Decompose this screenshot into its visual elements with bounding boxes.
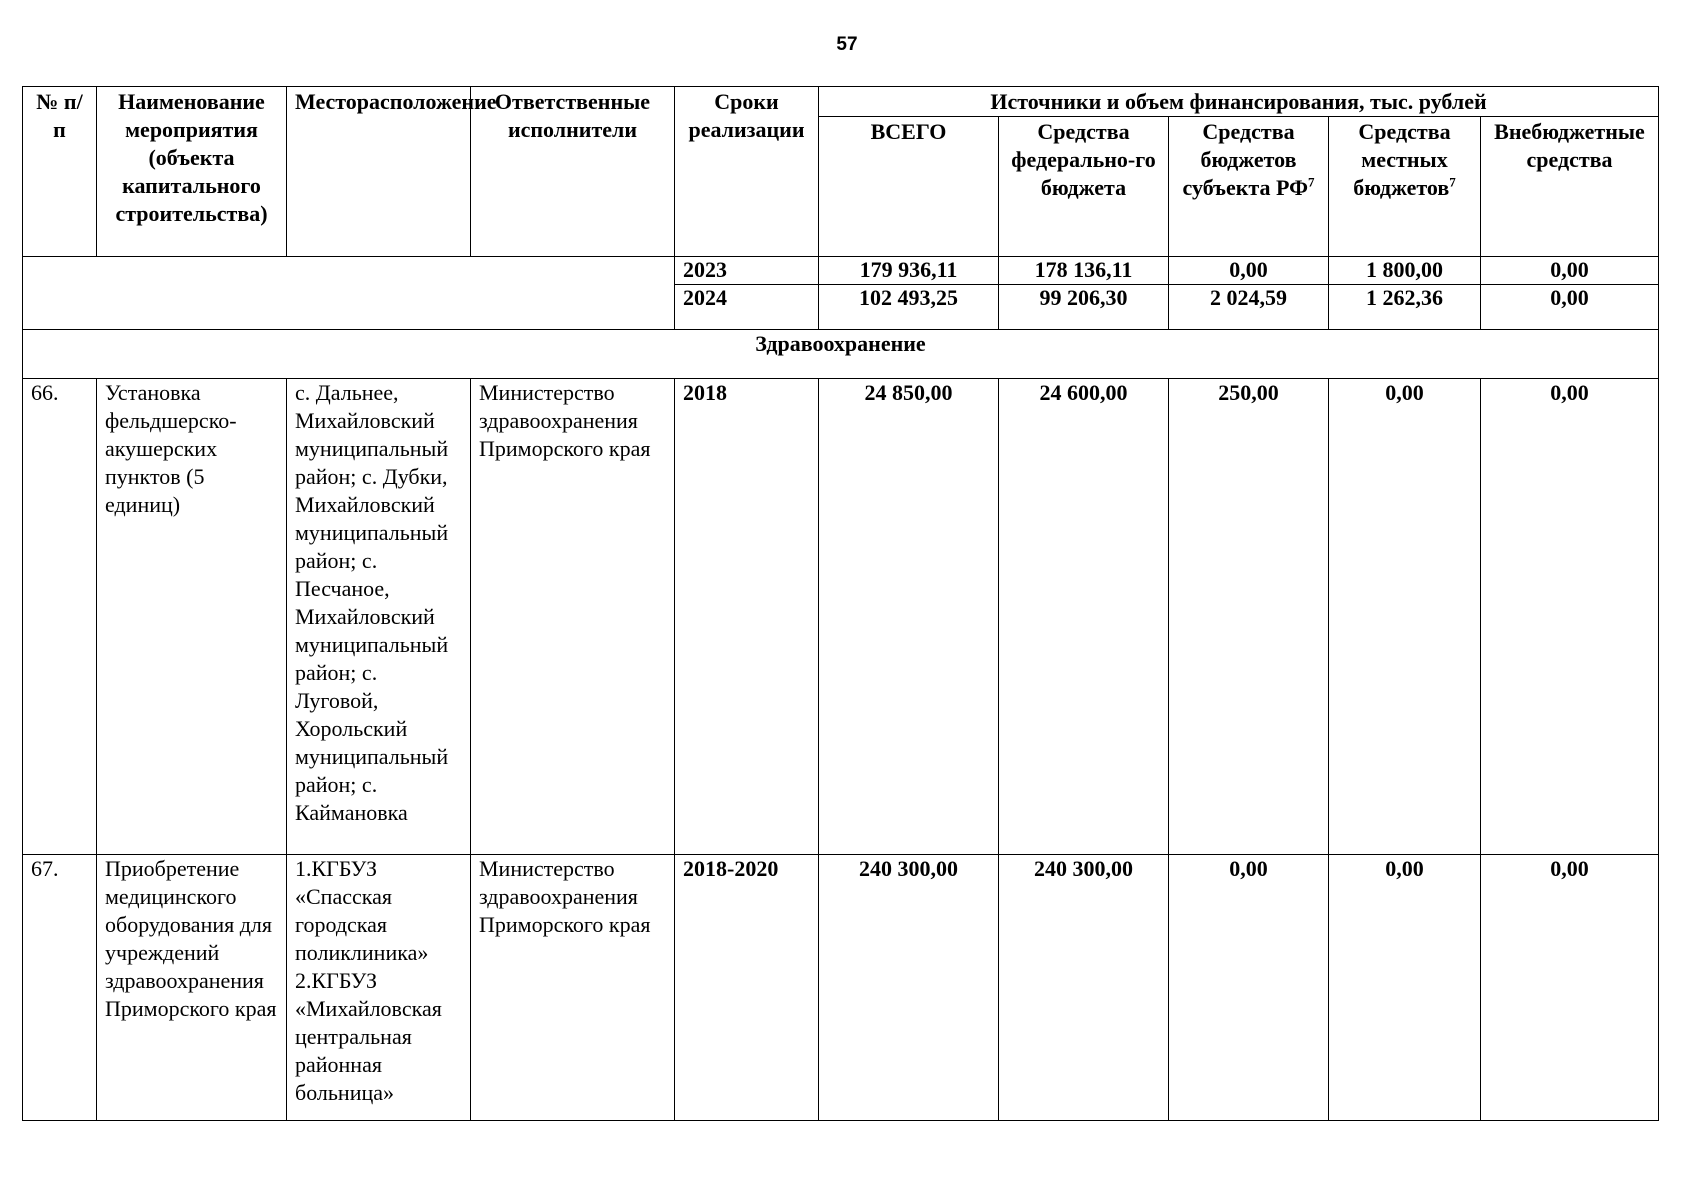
- header-subject-label: Средства бюджетов субъекта РФ: [1182, 119, 1308, 200]
- item-name: Установка фельдшерско-акушерских пунктов (5 единиц): [97, 379, 287, 855]
- summary-year: 2023: [675, 257, 819, 285]
- section-title: Здравоохранение: [23, 330, 1659, 379]
- item-subject: 0,00: [1169, 855, 1329, 1121]
- header-location: Месторасположение: [287, 87, 471, 257]
- item-local: 0,00: [1329, 855, 1481, 1121]
- header-executors: Ответственные исполнители: [471, 87, 675, 257]
- header-no: № п/п: [23, 87, 97, 257]
- item-name: Приобретение медицинского оборудования для учреждений здравоохранения Приморского края: [97, 855, 287, 1121]
- header-total: ВСЕГО: [819, 117, 999, 257]
- summary-federal: 178 136,11: [999, 257, 1169, 285]
- summary-local: 1 262,36: [1329, 285, 1481, 330]
- item-executor: Министерство здравоохранения Приморского края: [471, 379, 675, 855]
- summary-total: 179 936,11: [819, 257, 999, 285]
- summary-total: 102 493,25: [819, 285, 999, 330]
- summary-blank-cell: [23, 257, 675, 330]
- item-term: 2018: [675, 379, 819, 855]
- item-local: 0,00: [1329, 379, 1481, 855]
- item-total: 24 850,00: [819, 379, 999, 855]
- summary-local: 1 800,00: [1329, 257, 1481, 285]
- header-federal: Средства федерально-го бюджета: [999, 117, 1169, 257]
- item-subject: 250,00: [1169, 379, 1329, 855]
- item-federal: 24 600,00: [999, 379, 1169, 855]
- page-number: 57: [836, 34, 858, 55]
- funding-table: [22, 86, 1659, 1121]
- header-funding-group: Источники и объем финансирования, тыс. рублей: [819, 87, 1659, 117]
- header-local: [1329, 117, 1481, 257]
- item-extra: 0,00: [1481, 855, 1659, 1121]
- header-terms: Сроки реализации: [675, 87, 819, 257]
- table-row: [23, 855, 1659, 1121]
- item-executor: Министерство здравоохранения Приморского края: [471, 855, 675, 1121]
- summary-subject: 0,00: [1169, 257, 1329, 285]
- header-subject: [1169, 117, 1329, 257]
- table-row: [23, 379, 1659, 855]
- item-location: 1.КГБУЗ «Спасская городская поликлиника» 2.КГБУЗ «Михайловская центральная районная больница»: [287, 855, 471, 1121]
- summary-extra: 0,00: [1481, 257, 1659, 285]
- item-no: 66.: [23, 379, 97, 855]
- summary-year: 2024: [675, 285, 819, 330]
- header-extra: Внебюджетные средства: [1481, 117, 1659, 257]
- item-term: 2018-2020: [675, 855, 819, 1121]
- header-name: Наименование мероприятия (объекта капитального строительства): [97, 87, 287, 257]
- footnote-marker: 7: [1449, 174, 1456, 190]
- summary-federal: 99 206,30: [999, 285, 1169, 330]
- item-total: 240 300,00: [819, 855, 999, 1121]
- summary-subject: 2 024,59: [1169, 285, 1329, 330]
- item-extra: 0,00: [1481, 379, 1659, 855]
- item-federal: 240 300,00: [999, 855, 1169, 1121]
- summary-extra: 0,00: [1481, 285, 1659, 330]
- footnote-marker: 7: [1307, 174, 1315, 190]
- header-local-label: Средства местных бюджетов: [1353, 119, 1451, 200]
- item-location: с. Дальнее, Михайловский муниципальный район; с. Дубки, Михайловский муниципальный район; с. Песчаное, Михайловский муниципальный район; с. Луговой, Хорольский муниципальный район; с. Каймановка: [287, 379, 471, 855]
- item-no: 67.: [23, 855, 97, 1121]
